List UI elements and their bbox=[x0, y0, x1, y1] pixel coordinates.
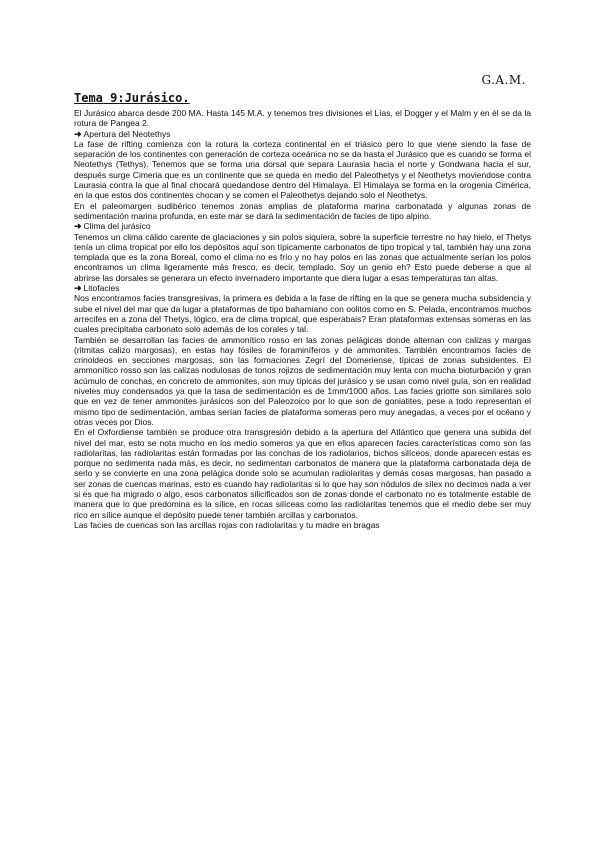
section-heading-litofacies bbox=[74, 283, 531, 293]
section-heading-apertura bbox=[74, 129, 531, 139]
paragraph: En el Oxfordiense también se produce otra transgresión debido a la apertura del Atlántico que genera una subida del nivel del mar, esto se nota mucho en los medio someros ya que en ellos aparecen facies características como son las radiolaritas, las radiolaritas están formadas por las conchas de los radiolarios, bichos silíceos, donde aparecen estas es porque no sedimenta nada más, es decir, no sedimentan carbonatos de manera que la plataforma carbonatada deja de serlo y se convierte en una zona pelágica donde solo se acumulan radiolaritas y demás cosas margosas, han pasado a ser zonas de cuencas marinas, esto es cuando hay radiolaritas si lo que hay son nódulos de sílex no decimos nada a ver si es que ha migrado o algo, esos carbonatos silicificados son de zonas donde el carbonato no es totalmente estable de manera que lo que predomina es la sílice, en rocas silíceas como las radiolaritas tenemos que el medio debe ser muy rico en sílice aunque el depósito puede tener también arcillas y carbonatos. bbox=[74, 427, 531, 520]
section-heading-label: Apertura del Neotethys bbox=[83, 128, 171, 139]
paragraph: Tenemos un clima cálido carente de glaciaciones y sin polos siquiera, sobre la superficie terrestre no hay hielo, el Thetys tenía un clima tropical por ello los depósitos aquí son típicamente carbonatos de tipo tropical y tal, también hay una zona templada que es la zona Boreal, como el clima no es frío y no hay polos en las zonas que actualmente serían los polos encontramos un clima ligeramente más fresco, es decir, templado. Soy un genio eh? Esto puede deberse a que al abrirse las dorsales se generara un efecto invernadero importante que diera lugar a esas temperaturas tan altas. bbox=[74, 231, 531, 283]
arrow-right-icon: ➜ bbox=[74, 221, 82, 232]
arrow-right-icon: ➜ bbox=[74, 128, 82, 139]
document-body bbox=[74, 91, 531, 530]
arrow-right-icon: ➜ bbox=[74, 283, 82, 294]
page-title: Tema 9:Jurásico. bbox=[74, 91, 190, 105]
section-heading-label: Clima del jurásico bbox=[83, 221, 151, 232]
paragraph: La fase de rifting comienza con la rotura la corteza continental en el triásico pero lo que viene siendo la fase de separación de los continentes con generación de corteza oceánica no se da hasta el Jurásico que es cuando se forma el Neotethys (Tethys). Tenemos que se forma una dorsal que separa Laurasia hacia el norte y Gondwana hacia el sur, después surge Cimeria que es un continente que se queda en medio del Paleothetys y el Neothetys moviendose contra Laurasia contra la que al final chocará quedandose dentro del Himalaya. El Himalaya se forma en la orogenia Cimérica, en la que estos dos continentes chocan y se comen el Paleothetys dejando solo el Neothetys. bbox=[74, 138, 531, 201]
paragraph: Nos encontramos facies transgresivas, la primera es debida a la fase de rifting en la que se genera mucha subsidencia y sube el nivel del mar que da lugar a plataformas de tipo bahamiano con oolitos como en S. Pelada, encontramos muchos arrecifes en a zona del Thetys, lógico, era de clima tropical, que esperabais? Eran plataformas extensas someras en las cuales precipitaba carbonato solo además de los corales y tal. bbox=[74, 293, 531, 335]
paragraph: Las facies de cuencas son las arcillas rojas con radiolaritas y tu madre en bragas bbox=[74, 519, 380, 530]
section-heading-clima bbox=[74, 221, 531, 231]
section-heading-label: Litofacies bbox=[83, 283, 120, 294]
intro-paragraph: El Jurásico abarca desde 200 MA. Hasta 145 M.A. y tenemos tres divisiones el Lías, el Dogger y el Malm y en él se da la rotura de Pangea 2. bbox=[74, 108, 531, 129]
paragraph: En el paleomargen sudibérico tenemos zonas amplias de plataforma marina carbonatada y algunas zonas de sedimentación marina profunda, en este mar se dará la sedimentación de facies de tipo alpino. bbox=[74, 200, 531, 221]
paragraph: También se desarrollan las facies de ammonítico rosso en las zonas pelágicas donde alternan con calizas y margas (ritmitas calizo margosas), en estas hay fósiles de foraminíferos y de ammonites. También encontramos facies de crinoideos en secciones margosas, son las formaciones Zegrí del Domeriense, típicas de zonas subsidentes. El ammonítico rosso son las calizas nodulosas de tonos rojizos de sedimentación muy lenta con mucha bioturbación y gran acúmulo de conchas, en concreto de ammonites, son muy típicas del jurásico y se usan como nivel guía, son en realidad niveles muy condensados ya que la tasa de sedimentación es de 1mm/1000 años. Las facies griotte son similares solo que en vez de tener ammonites jurásicos son del Paleozoico por lo que son de goniatites, pese a todo representan el mismo tipo de sedimentación, ambas serían facies de plataforma someras pero muy anegadas, a veces por el océano y otras veces por Dios. bbox=[74, 334, 531, 427]
author-initials: G.A.M. bbox=[481, 73, 526, 87]
